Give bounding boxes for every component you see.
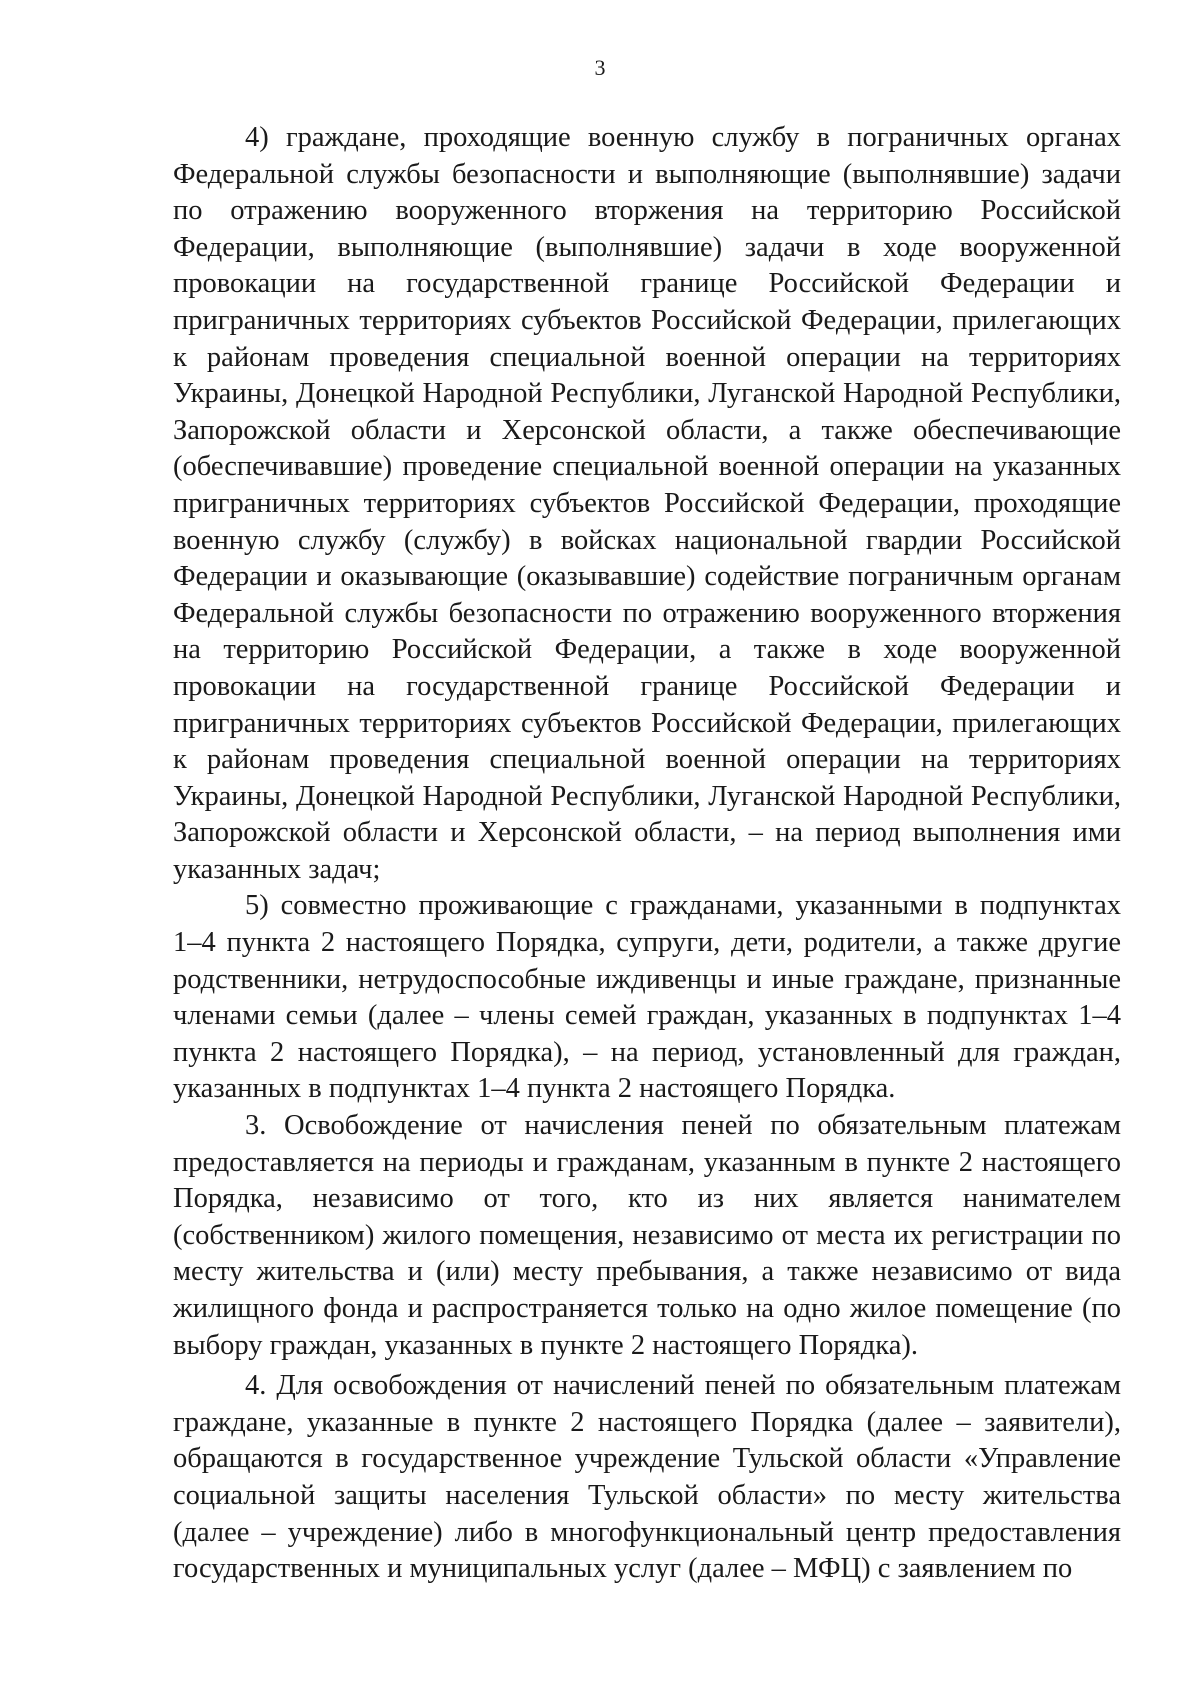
paragraph-point-3: 3. Освобождение от начисления пеней по обязательным платежам предоставляется на периоды и гражданам, указанным в пункте 2 настоящего Порядка, независимо от того, кто из них является нанимателем (собственником) жилого помещения, независимо от места их регистрации по месту жительства и (или) месту пребывания, а также независимо от вида жилищного фонда и распространяется только на одно жилое помещение (по выбору граждан, указанных в пункте 2 настоящего Порядка). [173,1110,1121,1361]
paragraph-point-4: 4. Для освобождения от начислений пеней по обязательным платежам граждане, указанные в пункте 2 настоящего Порядка (далее – заявители), обращаются в государственное учреждение Тульской области «Управление социальной защиты населения Тульской области» по месту жительства (далее – учреждение) либо в многофункциональный центр предоставления государственных и муниципальных услуг (далее – МФЦ) с заявлением по [173,1370,1121,1585]
paragraph-item-5: 5) совместно проживающие с гражданами, указанными в подпунктах 1–4 пункта 2 настоящего Порядка, супруги, дети, родители, а также другие родственники, нетрудоспособные иждивенцы и иные граждане, признанные членами семьи (далее – члены семей граждан, указанных в подпунктах 1–4 пункта 2 настоящего Порядка), – на период, установленный для граждан, указанных в подпунктах 1–4 пункта 2 настоящего Порядка. [173,890,1121,1105]
paragraph-item-4: 4) граждане, проходящие военную службу в пограничных органах Федеральной службы безопасности и выполняющие (выполнявшие) задачи по отражению вооруженного вторжения на территорию Российской Федерации, выполняющие (выполнявшие) задачи в ходе вооруженной провокации на государственной границе Российской Федерации и приграничных территориях субъектов Российской Федерации, прилегающих к районам проведения специальной военной операции на территориях Украины, Донецкой Народной Республики, Луганской Народной Республики, Запорожской области и Херсонской области, а также обеспечивающие (обеспечивавшие) проведение специальной военной операции на указанных приграничных территориях субъектов Российской Федерации, проходящие военную службу (службу) в войсках национальной гвардии Российской Федерации и оказывающие (оказывавшие) содействие пограничным органам Федеральной службы безопасности по отражению вооруженного вторжения на территорию Российской Федерации, а также в ходе вооруженной провокации на государственной границе Российской Федерации и приграничных территориях субъектов Российской Федерации, прилегающих к районам проведения специальной военной операции на территориях Украины, Донецкой Народной Республики, Луганской Народной Республики, Запорожской области и Херсонской области, – на период выполнения ими указанных задач; [173,122,1121,885]
page-number: 3 [594,55,606,80]
document-body [173,120,1121,1588]
